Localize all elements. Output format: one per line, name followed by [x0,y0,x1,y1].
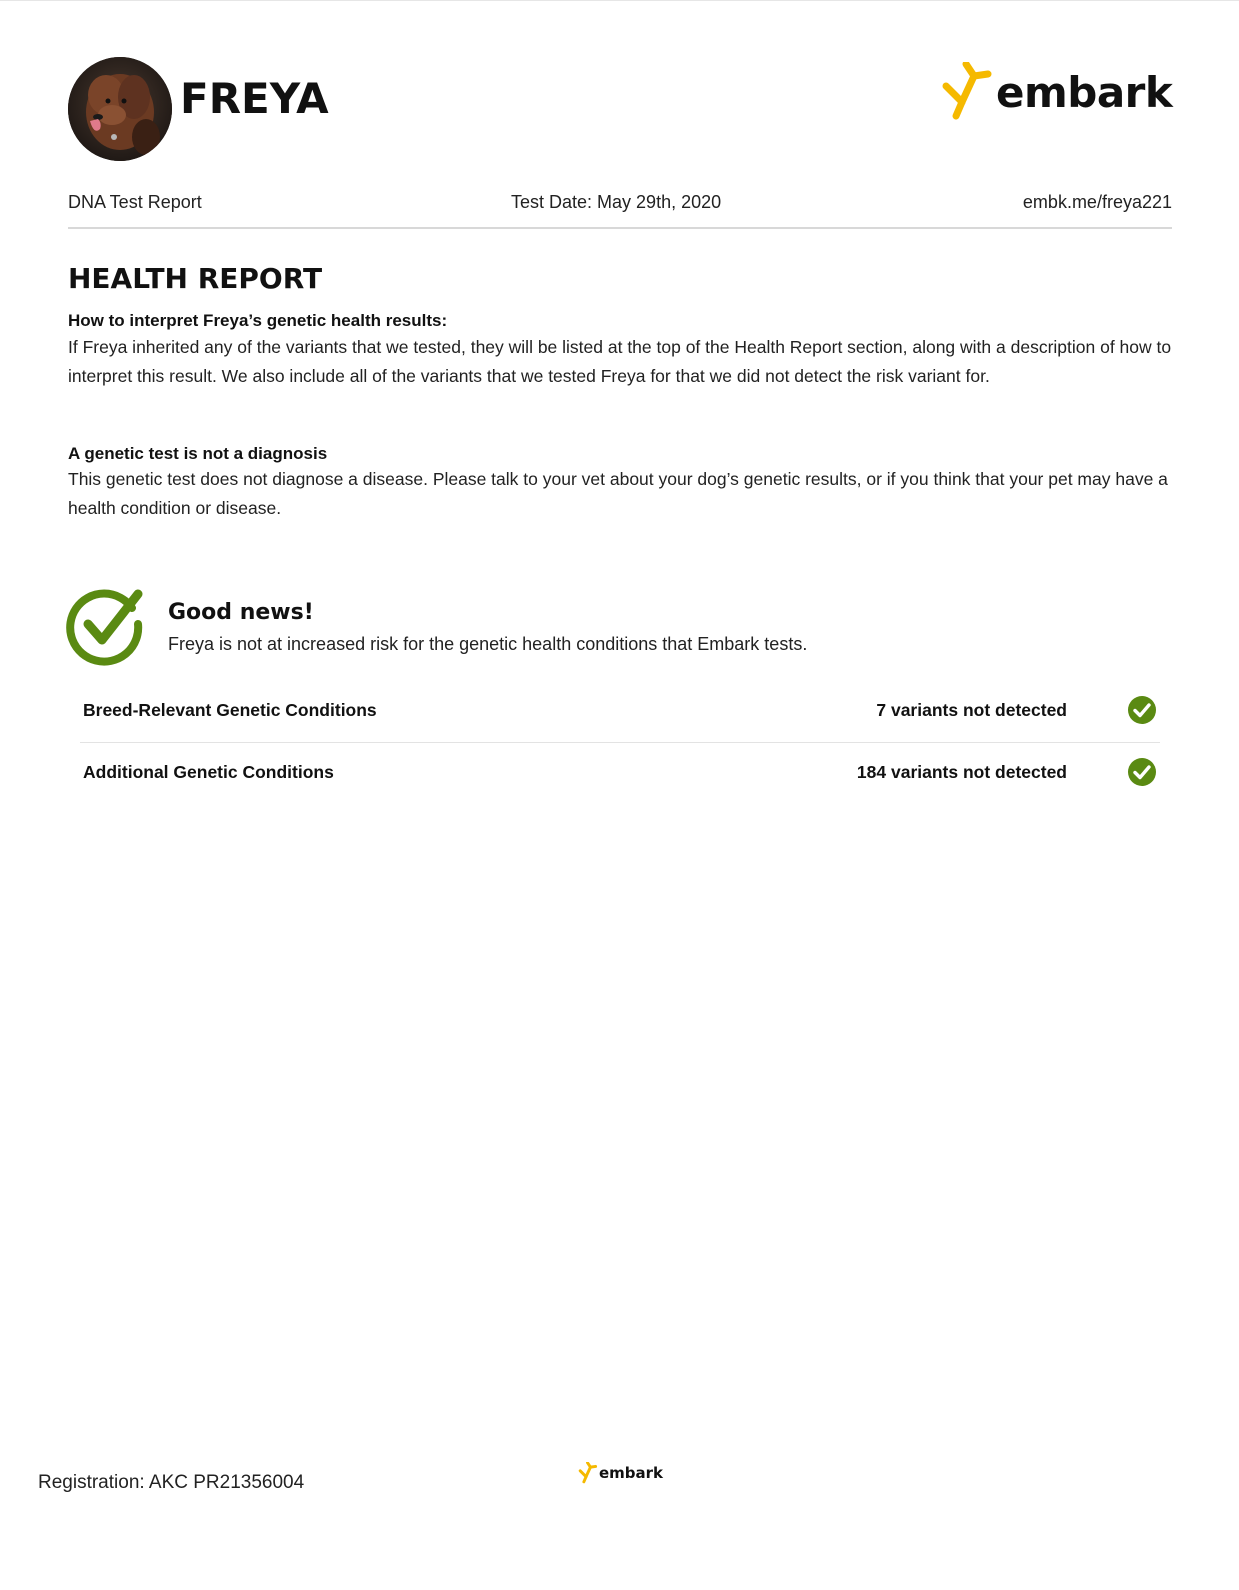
profile-link[interactable]: embk.me/freya221 [1022,192,1172,212]
section-title: HEALTH REPORT [68,262,323,295]
report-type: DNA Test Report [68,192,202,212]
test-date: Test Date: May 29th, 2020 [511,192,722,212]
page-top-edge [0,0,1239,1]
footer-embark-wordmark: embark [599,1464,664,1482]
interpret-heading: How to interpret Freya’s genetic health results: [68,311,448,330]
header-divider [68,227,1172,229]
embark-wordmark: embark [996,68,1173,117]
check-circle-icon [1128,758,1156,786]
report-meta [68,192,1172,222]
condition-row-breed-relevant[interactable] [80,680,1160,740]
condition-count: 7 variants not detected [876,700,1067,720]
diagnosis-heading: A genetic test is not a diagnosis [68,444,328,463]
diagnosis-text: This genetic test does not diagnose a disease. Please talk to your vet about your dog’s genetic results, or if you think that your pet may have a health condition or disease. [68,469,1168,518]
embark-mark-icon [578,1462,600,1484]
good-news-title: Good news! [168,600,314,625]
condition-label: Additional Genetic Conditions [83,762,334,782]
condition-row-additional[interactable] [80,742,1160,802]
check-circle-icon [1128,696,1156,724]
dog-photo [68,57,172,161]
registration: Registration: AKC PR21356004 [38,1472,305,1493]
dog-name: FREYA [180,74,329,123]
footer-embark-logo [578,1462,668,1486]
good-news-text: Freya is not at increased risk for the genetic health conditions that Embark tests. [168,634,808,654]
good-news-check-icon [66,586,146,666]
dog-avatar [68,57,172,161]
embark-logo [940,62,1173,126]
condition-label: Breed-Relevant Genetic Conditions [83,700,377,720]
interpret-text: If Freya inherited any of the variants that we tested, they will be listed at the top of the Health Report section, along with a description of how to interpret this result. We also include all of the variants that we tested Freya for that we did not detect the risk variant for. [68,337,1172,386]
embark-mark-icon [940,62,1000,122]
condition-count: 184 variants not detected [856,762,1067,782]
